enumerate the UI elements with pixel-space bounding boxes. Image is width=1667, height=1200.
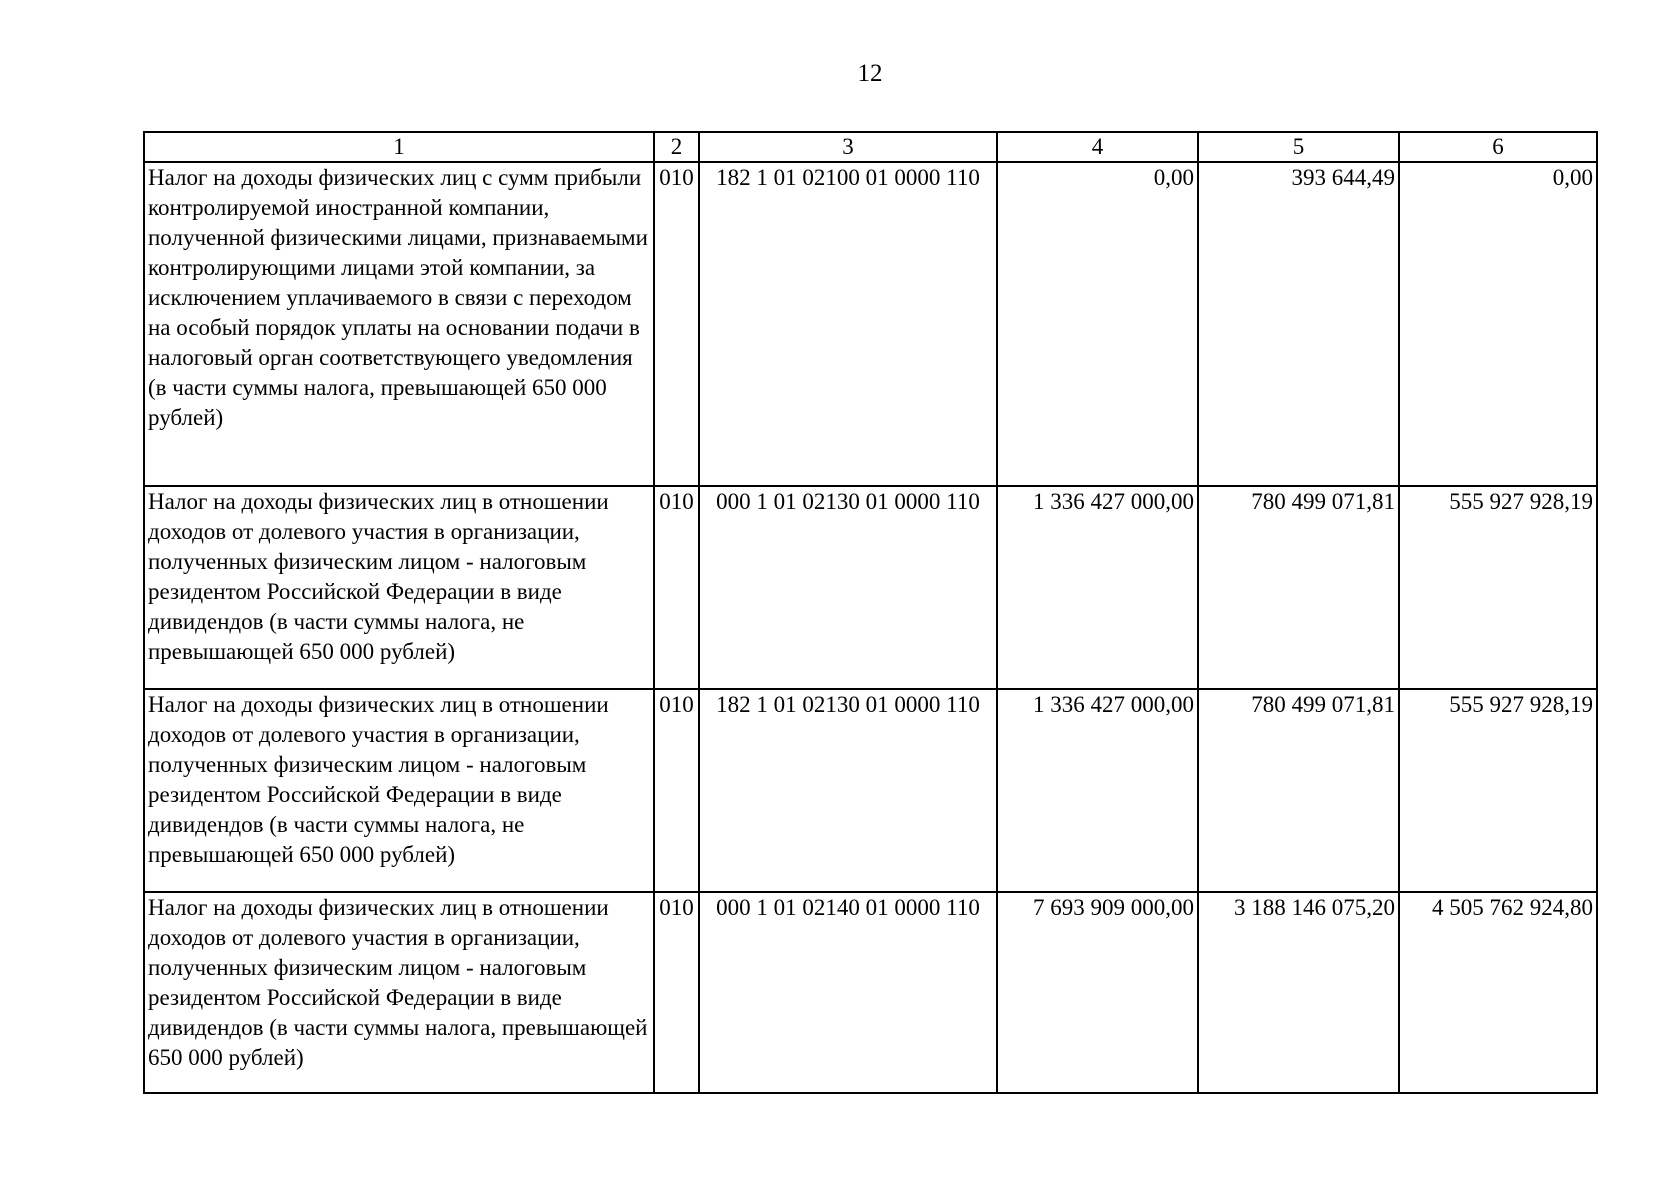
column-header-6: 6 [1399, 132, 1597, 162]
column-header-5: 5 [1198, 132, 1399, 162]
report-table [143, 131, 1598, 1094]
row-name: Налог на доходы физических лиц в отношении доходов от долевого участия в организации, полученных физическим лицом - налоговым резидентом Российской Федерации в виде дивидендов (в части суммы налога, превышающей 650 000 рублей) [144, 892, 654, 1093]
row-col4-value: 0,00 [997, 162, 1198, 486]
row-name: Налог на доходы физических лиц с сумм прибыли контролируемой иностранной компании, полученной физическими лицами, признаваемыми контролирующими лицами этой компании, за исключением уплачиваемого в связи с переходом на особый порядок уплаты на основании подачи в налоговый орган соответствующего уведомления (в части суммы налога, превышающей 650 000 рублей) [144, 162, 654, 486]
row-col5-value: 393 644,49 [1198, 162, 1399, 486]
row-line-code: 010 [654, 486, 699, 689]
row-budget-code: 000 1 01 02130 01 0000 110 [699, 486, 997, 689]
row-col4-value: 1 336 427 000,00 [997, 689, 1198, 892]
table-row [144, 689, 1597, 892]
row-col6-value: 0,00 [1399, 162, 1597, 486]
row-col6-value: 555 927 928,19 [1399, 486, 1597, 689]
row-col5-value: 780 499 071,81 [1198, 689, 1399, 892]
row-col4-value: 7 693 909 000,00 [997, 892, 1198, 1093]
row-name: Налог на доходы физических лиц в отношении доходов от долевого участия в организации, полученных физическим лицом - налоговым резидентом Российской Федерации в виде дивидендов (в части суммы налога, не превышающей 650 000 рублей) [144, 689, 654, 892]
row-budget-code: 182 1 01 02100 01 0000 110 [699, 162, 997, 486]
column-header-4: 4 [997, 132, 1198, 162]
table-header-row [144, 132, 1597, 162]
row-col4-value: 1 336 427 000,00 [997, 486, 1198, 689]
table-row [144, 162, 1597, 486]
table-row [144, 486, 1597, 689]
row-line-code: 010 [654, 162, 699, 486]
column-header-1: 1 [144, 132, 654, 162]
row-col6-value: 4 505 762 924,80 [1399, 892, 1597, 1093]
row-budget-code: 182 1 01 02130 01 0000 110 [699, 689, 997, 892]
row-line-code: 010 [654, 689, 699, 892]
row-col5-value: 3 188 146 075,20 [1198, 892, 1399, 1093]
row-col5-value: 780 499 071,81 [1198, 486, 1399, 689]
column-header-2: 2 [654, 132, 699, 162]
row-col6-value: 555 927 928,19 [1399, 689, 1597, 892]
page-number: 12 [857, 60, 883, 87]
row-name: Налог на доходы физических лиц в отношении доходов от долевого участия в организации, полученных физическим лицом - налоговым резидентом Российской Федерации в виде дивидендов (в части суммы налога, не превышающей 650 000 рублей) [144, 486, 654, 689]
table-row [144, 892, 1597, 1093]
column-header-3: 3 [699, 132, 997, 162]
row-budget-code: 000 1 01 02140 01 0000 110 [699, 892, 997, 1093]
row-line-code: 010 [654, 892, 699, 1093]
